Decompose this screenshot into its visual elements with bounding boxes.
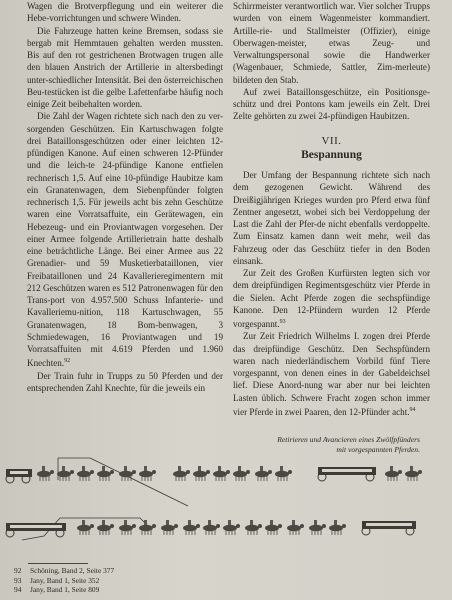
horse-pair-icon — [213, 466, 230, 481]
gun-carriage-icon — [362, 521, 416, 535]
paragraph-text: Zur Zeit des Großen Kurfürsten legten sich vor dem dreipfündigen Regimentsgeschütz vier Pferde in die Sielen. Acht Pferde zogen die sechspfündige Kanone. Den 12-Pfündern wurden 12 Pferde vorgespannt. — [233, 268, 430, 330]
horse-pair-icon — [287, 520, 304, 535]
gun-carriage-icon — [6, 523, 66, 537]
section-title: Bespannung — [301, 148, 362, 161]
horse-team-row-bottom — [6, 520, 416, 537]
horse-pair-icon — [233, 466, 250, 481]
footnote-ref: 94 — [409, 406, 416, 413]
horse-pair-icon — [37, 466, 54, 481]
horse-pair-icon — [329, 520, 346, 535]
right-bottom-paragraph — [233, 169, 430, 267]
left-paragraph — [27, 25, 223, 111]
left-paragraph — [27, 110, 223, 369]
paragraph-text: Auf zwei Bataillonsgeschütze, ein Positionsge-schütz und drei Pontons kam jeweils ein Zelt. Drei Zelte gehörten zu zwei 24-pfündigen Haubitzen. — [233, 86, 430, 122]
paragraph-text: Der Umfang der Bespannung richtete sich nach dem gezogenen Gewicht. Während des Dreißigjährigen Krieges wurden pro Pferd etwa fünf Zentner angesetzt, wobei sich bei Verdoppelung der Last die Zahl der Pfer-de nicht ebenfalls verdoppelte. Zum Einsatz kamen dann weit mehr, weil das Fahrzeug oder das Geschütz tiefer in den Boden einsank. — [233, 170, 430, 266]
horse-pair-icon — [265, 520, 282, 535]
section-number: VII. — [321, 134, 342, 147]
left-paragraph — [27, 0, 223, 25]
horse-pair-icon — [385, 466, 402, 481]
left-text-column — [27, 0, 223, 394]
right-text-column — [233, 0, 430, 418]
right-top-paragraph — [233, 86, 430, 123]
footnote-94: 94 Jany, Band 1, Seite 809 — [14, 585, 100, 595]
footnote-92: 92 Schöning, Band 2, Seite 377 — [14, 566, 115, 575]
paragraph-text: Die Zahl der Wagen richtete sich nach den zu ver-sorgenden Geschützen. Ein Kartuschwagen folgte drei Bataillonsgeschützen oder einer leichten 12-pfündigen Kanone. Auf einen schweren 12-Pfünder und die leich-te 24-pfündige Kanone entfielen rechnerisch 1,5. Auf eine 10-pfündige Haubitze kam ein Granatenwagen, dem Siebenpfünder folgten rechnerisch 1,5. Für jeweils acht bis zehn Geschütze waren eine Vorratsaffuite, ein Gerätewagen, ein Hebezeug- und ein Proviantwagen vorgesehen. Der einer Armee folgende Artillerietrain hatte deshalb eine beträchtliche Länge. Bei einer Armee aus 22 Grenadier- und 59 Musketierbataillonen, vier Freibataillonen und 24 Kavallerieregimentern mit 212 Geschützen waren es 512 Patronenwagen für den Trans-port von 4.957.500 Schuss Infanterie- und Kavalleriemu-nition, 118 Kartuschwagen, 55 Granatenwagen, 18 Bom-benwagen, 3 Schmiedewagen, 16 Proviantwagen und 19 Vorratsaffuiten mit 4.619 Pferden und 1.960 Knechten. — [27, 111, 223, 369]
paragraph-text: Der Train fuhr in Trupps zu 50 Pferden und der entsprechenden Zahl Knechte, für die jeweils ein — [27, 370, 223, 393]
horse-pair-icon — [275, 466, 292, 481]
gun-carriage-icon — [318, 467, 376, 481]
horse-pair-icon — [203, 520, 220, 535]
paragraph-text: Schirrmeister verantwortlich war. Vier solcher Trupps wurden von einem Wagenmeister kommandiert. Artille-rie- und Stallmeister (Offizier), einige Oberwagen-meister, etwas Zeug- und Verwaltungspersonal sowie die Handwerker (Wagenbauer, Schmiede, Sattler, Zim-merleute) bildeten den Stab. — [233, 1, 430, 85]
horse-pair-icon — [139, 520, 156, 535]
gun-carriage-icon — [6, 469, 32, 483]
paragraph-text: Die Fahrzeuge hatten keine Bremsen, sodass sie bergab mit Hemmtauen gehalten werden mussten. Bis auf den rot gestrichenen Brotwagen trugen alle den blauen Anstrich der Artillerie in altersbedingt unter-schiedlicher Intensität. Bei den österreichischen Beu-testücken ist die gelbe Lafettenfarbe häufig noch einige Zeit beibehalten worden. — [27, 25, 223, 109]
horse-pair-icon — [173, 466, 190, 481]
horse-pair-icon — [193, 466, 210, 481]
right-bottom-paragraph — [233, 267, 430, 330]
footnote-ref: 93 — [279, 319, 286, 325]
horse-pair-icon — [57, 466, 74, 481]
footnotes — [14, 563, 114, 595]
right-top-paragraph — [233, 0, 430, 86]
horse-pair-icon — [245, 520, 262, 535]
paragraph-text: Wagen die Brotverpflegung und ein weiterer die Hebe-vorrichtungen und schwere Winden. — [27, 1, 223, 24]
horse-pair-icon — [139, 466, 156, 481]
right-bottom-paragraph — [233, 330, 430, 418]
horse-pair-icon — [77, 520, 94, 535]
horse-pair-icon — [405, 466, 422, 481]
artillery-train-illustration — [0, 448, 452, 560]
horse-pair-icon — [119, 466, 136, 481]
horse-pair-icon — [309, 520, 326, 535]
horse-pair-icon — [77, 466, 94, 481]
horse-pair-icon — [161, 520, 178, 535]
horse-team-row-top — [6, 466, 422, 483]
right-column-top-text — [233, 0, 430, 123]
caption-line-1: Retirieren und Avancieren eines Zwölfpfünders — [277, 435, 420, 444]
slope-diagram-top — [58, 458, 188, 506]
footnote-ref: 92 — [64, 358, 71, 365]
footnote-93: 93 Jany, Band 1, Seite 352 — [14, 575, 100, 585]
horse-pair-icon — [97, 520, 114, 535]
right-column-bottom-text — [233, 169, 430, 418]
left-paragraph — [27, 370, 223, 395]
horse-pair-icon — [119, 520, 136, 535]
footnote-rule — [28, 563, 88, 564]
horse-pair-icon — [223, 520, 240, 535]
horse-pair-icon — [255, 466, 272, 481]
horse-pair-icon — [183, 520, 200, 535]
caption-line-2: mit vorgespannten Pferden. — [336, 445, 420, 454]
paragraph-text: Zur Zeit Friedrich Wilhelms I. zogen drei Pferde das dreipfündige Geschütz. Den Sechspfündern waren nach niederländischem Vorbild fünf Tiere vorgespannt, von denen eines in der Gabeldeichsel lief. Diese Anord-nung war aber nur bei leichten Lasten üblich. Schwere Fracht zogen schon immer vier Pferde in zwei Paaren, den 12-Pfünder acht. — [233, 331, 430, 417]
